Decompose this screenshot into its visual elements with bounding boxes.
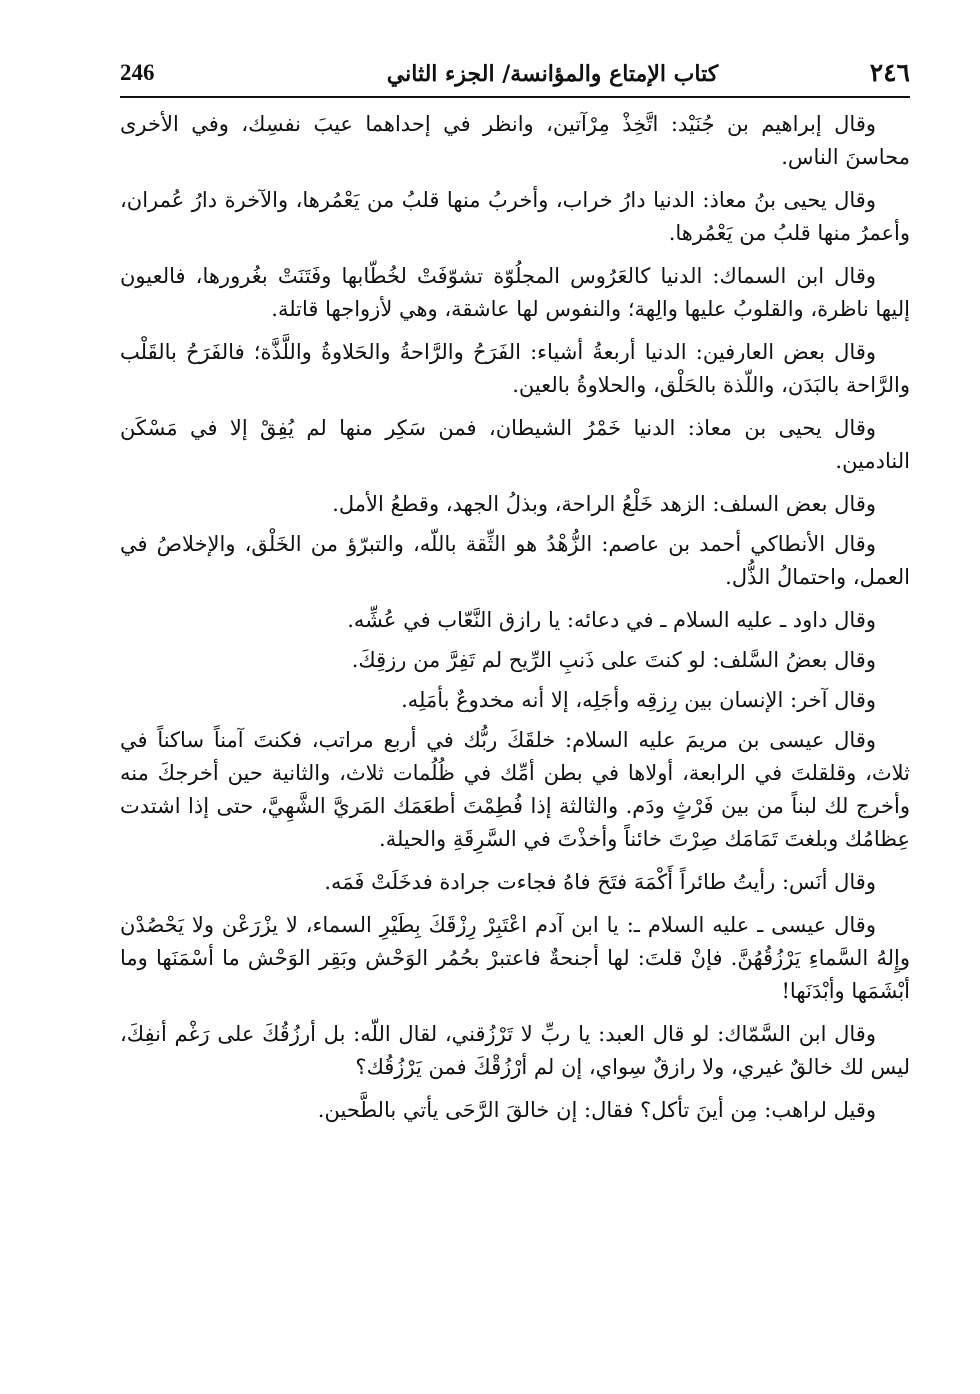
paragraph: وقال ابن السماك: الدنيا كالعَرُوس المجلُوّة تشوّفَتْ لخُطّابها وفَتَنَتْ بغُرورها، فالعيون إليها ناظرة، والقلوبُ عليها والِهة؛ والنفوس لها عاشقة، وهي لأزواجها قاتلة. [120, 264, 910, 321]
paragraph: وقال بعض العارفين: الدنيا أربعةُ أشياء: الفَرَحُ والرَّاحةُ والحَلاوةُ واللَّذَّة؛ فالفَرَحُ بالقَلْب والرَّاحة بالبَدَن، واللّذة بالحَلْق، والحلاوةُ بالعين. [120, 340, 910, 397]
page-number-arabic: ٢٤٦ [869, 58, 910, 87]
paragraph: وقال ابن السَّمّاك: لو قال العبد: يا ربِّ لا تَرْزُقني، لقال اللّه: بل أرزُقُكَ على رَغْم أنفِكَ، ليس لك خالقٌ غيري، ولا رازقٌ سِواي، إن لم أرْزُقْكَ فمن يَرْزُقُك؟ [120, 1022, 910, 1079]
page-number-latin: 246 [120, 60, 155, 85]
paragraph: وقال يحيى بن معاذ: الدنيا خَمْرُ الشيطان، فمن سَكِر منها لم يُفِقْ إلا في مَسْكَن النادمين. [120, 416, 910, 473]
paragraph: وقال آخر: الإنسان بين رِزقِه وأجَلِه، إلا أنه مخدوعٌ بأمَلِه. [401, 688, 876, 712]
paragraph: وقال بعض السلف: الزهد خَلْعُ الراحة، وبذلُ الجهد، وقطعُ الأمل. [332, 492, 876, 516]
page-body [120, 108, 910, 1137]
paragraph: وقال بعضُ السَّلف: لو كنتَ على ذَنبِ الرِّيح لم تَفِرَّ من رزقِكَ. [351, 648, 876, 672]
paragraph: وقال يحيى بنُ معاذ: الدنيا دارُ خراب، وأخربُ منها قلبُ من يَعْمُرها، والآخرة دارُ عُمران، وأعمرُ منها قلبُ من يَعْمُرها. [120, 188, 910, 245]
paragraph: وقيل لراهب: مِن أينَ تأكل؟ فقال: إن خالقَ الرَّحَى يأتي بالطَّحين. [317, 1098, 876, 1122]
paragraph: وقال عيسى بن مريمَ عليه السلام: خلقَكَ ربُّك في أربع مراتب، فكنتَ آمناً ساكناً في ثلاث، وقلقلتَ في الرابعة، أولاها في بطن أمِّك في ظُلُمات ثلاث، والثانية حين أخرجكَ منه وأخرج لك لبناً من بين فَرْثٍ ودَم. والثالثة إذا فُطِمْتَ أطعَمَك المَريَّ الشَّهِيَّ، حتى إذا اشتدت عِظامُك وبلغتَ تَمَامَك صِرْتَ خائناً وأخذْتَ في السَّرِقَةِ والحيلة. [120, 728, 910, 851]
paragraph: وقال داود ـ عليه السلام ـ في دعائه: يا رازق النَّعّاب في عُشِّه. [347, 608, 876, 632]
paragraph: وقال عيسى ـ عليه السلام ـ: يا ابن آدم اعْتَبِرْ رِزْقَكَ بِطَيْرِ السماء، لا يزْرَعْن ولا يَحْصُدْن وإِلهُ السَّماءِ يَرْزُقُهُنَّ. فإنْ قلتَ: لها أجنحةٌ فاعتبرْ بحُمُر الوَحْش وبَقِر الوَحْش ما أسْمَنَها وما أبْشَمَها وأبْدَنَها! [120, 913, 910, 1003]
paragraph: وقال أنَس: رأيتُ طائراً أَكْمَهَ فتَحَ فاهُ فجاءت جرادة فدخَلَتْ فَمَه. [324, 870, 876, 894]
paragraph: وقال الأنطاكي أحمد بن عاصم: الزُّهْدُ هو الثِّقة باللّه، والتبرّؤ من الخَلْق، والإخلاصُ في العمل، واحتمالُ الذُّل. [120, 532, 910, 589]
paragraph: وقال إبراهيم بن جُنَيْد: اتَّخِذْ مِرْآتين، وانظر في إحداهما عيبَ نفسِك، وفي الأخرى محاسنَ الناس. [120, 112, 910, 169]
page-header [120, 56, 910, 98]
running-title: كتاب الإمتاع والمؤانسة/ الجزء الثاني [386, 61, 719, 87]
